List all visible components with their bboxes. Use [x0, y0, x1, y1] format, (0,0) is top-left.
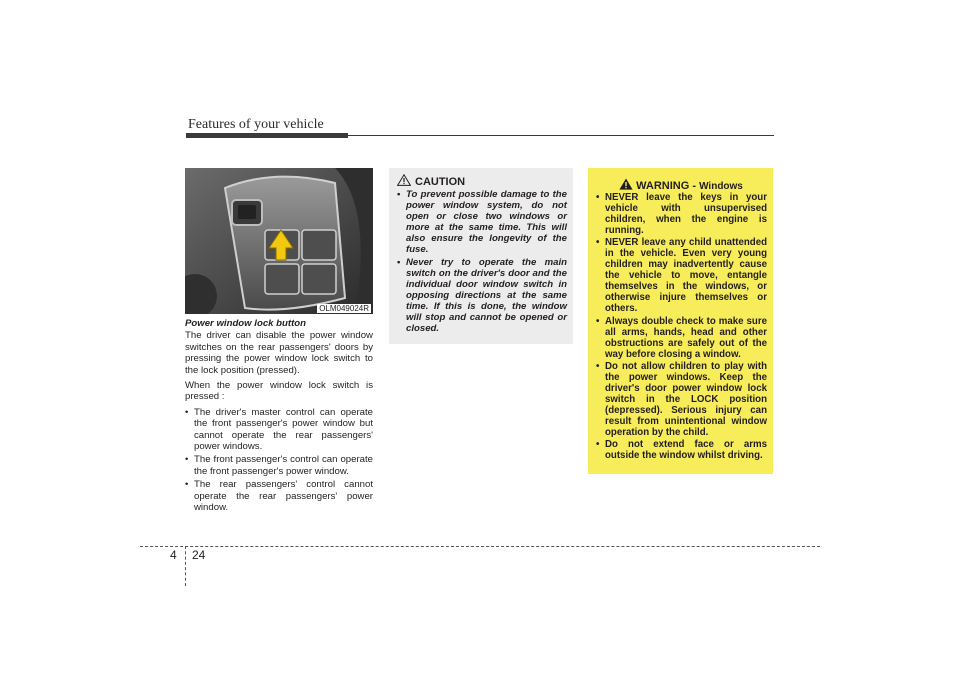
- caution-triangle-icon: [397, 174, 411, 186]
- list-item: • Do not allow children to play with the power windows. Keep the driver's door power window lock switch in the LOCK position (depressed). Serious injury can result from unintentional window operation by the child.: [596, 361, 767, 438]
- lock-effect-list: [185, 407, 373, 514]
- list-item: • The rear passengers' control cannot operate the rear passengers' power window.: [185, 479, 373, 513]
- list-item: • Do not extend face or arms outside the window whilst driving.: [596, 439, 767, 461]
- warning-box: [588, 168, 773, 474]
- warning-list: [596, 192, 767, 462]
- warning-title: WARNING -: [636, 180, 697, 192]
- header-title: Features of your vehicle: [188, 117, 324, 132]
- caution-box: [389, 168, 573, 344]
- door-switch-photo: [185, 168, 373, 314]
- list-item: • Never try to operate the main switch on the driver's door and the individual door window switch in opposing directions at the same time. If this is done, the window will stop and cannot be opened or closed.: [397, 257, 567, 335]
- footer-rule: [140, 546, 820, 547]
- body-paragraph-1: The driver can disable the power window switches on the rear passengers' doors by pressing the power window lock switch to the lock position (pressed).: [185, 330, 373, 376]
- warning-triangle-icon: [619, 178, 633, 190]
- caution-title: CAUTION: [415, 176, 466, 188]
- chapter-number: 4: [170, 548, 177, 562]
- warning-subtitle: Windows: [699, 181, 743, 192]
- list-item: • NEVER leave any child unattended in the vehicle. Even very young children may inadvertently cause the vehicle to move, entangle themselves in the windows, or otherwise injure themselves or others.: [596, 237, 767, 314]
- warning-heading: [596, 178, 766, 192]
- caution-heading: [397, 174, 465, 188]
- header-rule-thick: [186, 133, 348, 138]
- page-number: 24: [192, 548, 206, 562]
- footer-divider: [185, 546, 186, 586]
- body-paragraph-2: When the power window lock switch is pressed :: [185, 380, 373, 403]
- list-item: • The front passenger's control can operate the front passenger's power window.: [185, 454, 373, 477]
- list-item: • To prevent possible damage to the power window system, do not open or close two windows or more at the same time. This will also ensure the longevity of the fuse.: [397, 189, 567, 256]
- list-item: • The driver's master control can operate the front passenger's power window but cannot operate the rear passengers' power windows.: [185, 407, 373, 453]
- list-item: • Always double check to make sure all arms, hands, head and other obstructions are safely out of the way before closing a window.: [596, 316, 767, 360]
- list-item: • NEVER leave the keys in your vehicle with unsupervised children, when the engine is running.: [596, 192, 767, 236]
- door-switch-illustration: [185, 168, 373, 314]
- header-rule-thin: [348, 135, 774, 136]
- section-subheading: Power window lock button: [185, 318, 306, 329]
- left-column: [185, 318, 373, 516]
- caution-list: [397, 189, 567, 335]
- figure-code: OLM049024R: [319, 304, 369, 313]
